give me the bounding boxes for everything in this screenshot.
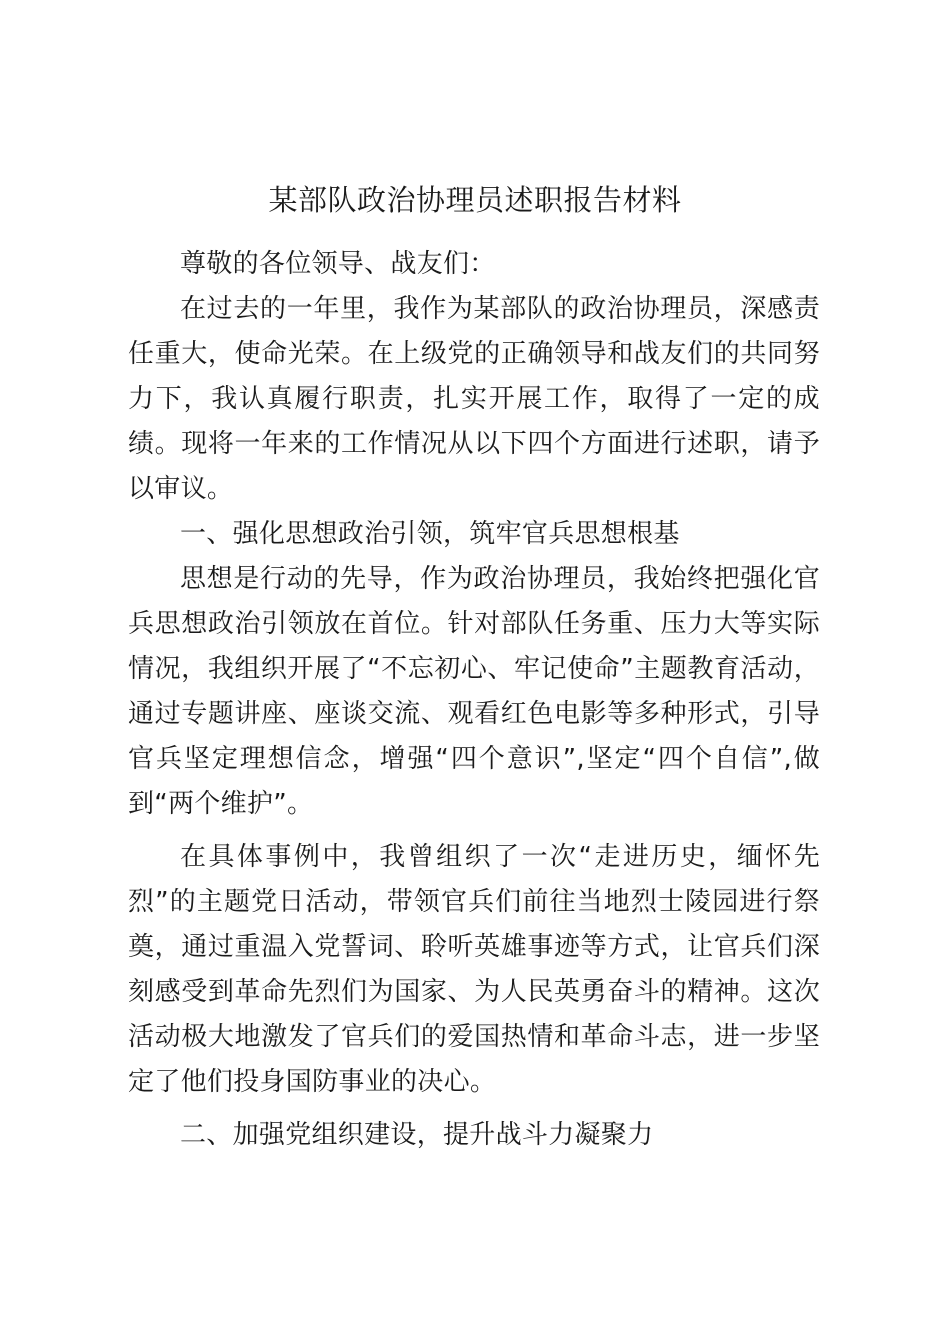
document-body <box>128 242 820 1158</box>
section-2-heading: 二、加强党组织建设，提升战斗力凝聚力 <box>180 1120 654 1150</box>
salutation: 尊敬的各位领导、战友们： <box>180 249 496 279</box>
document-title: 某部队政治协理员述职报告材料 <box>268 183 682 217</box>
intro-paragraph: 在过去的一年里，我作为某部队的政治协理员，深感责任重大，使命光荣。在上级党的正确领导和战友们的共同努力下，我认真履行职责，扎实开展工作，取得了一定的成绩。现将一年来的工作情况从以下四个方面进行述职，请予以审议。 <box>128 294 820 504</box>
section-1-paragraph-2: 在具体事例中，我曾组织了一次“走进历史，缅怀先烈”的主题党日活动，带领官兵们前往当地烈士陵园进行祭奠，通过重温入党誓词、聆听英雄事迹等方式，让官兵们深刻感受到革命先烈们为国家、为人民英勇奋斗的精神。这次活动极大地激发了官兵们的爱国热情和革命斗志，进一步坚定了他们投身国防事业的决心。 <box>128 842 820 1097</box>
section-1-paragraph-1: 思想是行动的先导，作为政治协理员，我始终把强化官兵思想政治引领放在首位。针对部队任务重、压力大等实际情况，我组织开展了“不忘初心、牢记使命”主题教育活动，通过专题讲座、座谈交流、观看红色电影等多种形式，引导官兵坚定理想信念，增强“四个意识”,坚定“四个自信”,做到“两个维护”。 <box>128 564 820 819</box>
section-1-heading: 一、强化思想政治引领，筑牢官兵思想根基 <box>180 519 680 549</box>
